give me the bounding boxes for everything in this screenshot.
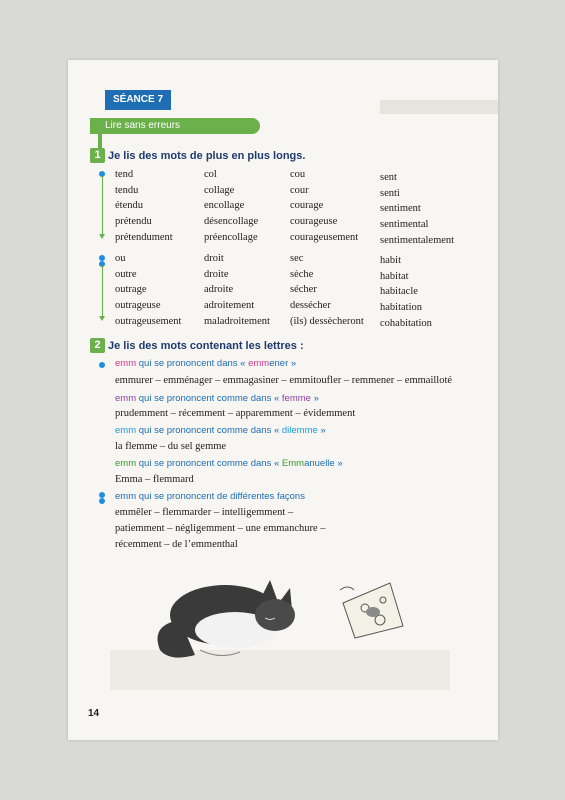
bleed-through-block — [380, 100, 498, 114]
exercise-2-title: Je lis des mots contenant les lettres : — [108, 340, 304, 352]
word-column: sent senti sentiment sentimental sentimentalement — [380, 172, 455, 246]
rule-label: emm qui se prononcent dans « emmener » — [115, 358, 297, 369]
page-number: 14 — [88, 708, 100, 719]
arrow-down-icon — [99, 316, 105, 321]
word-column: sec sèche sécher dessécher (ils) dessècheront — [290, 253, 364, 327]
arrow-down-icon — [99, 234, 105, 239]
exercise-number-2: 2 — [90, 338, 105, 353]
word-line: récemment – de l’emmenthal — [115, 539, 238, 550]
word-line: prudemment – récemment – apparemment – évidemment — [115, 408, 356, 419]
rule-label: emm qui se prononcent comme dans « Emmanuelle » — [115, 458, 343, 469]
word-line: emmêler – flemmarder – intelligemment – — [115, 507, 294, 518]
seance-tab: SÉANCE 7 — [105, 90, 171, 110]
cheese-mouse-illustration — [335, 578, 410, 640]
word-column: col collage encollage désencollage préencollage — [204, 169, 259, 243]
word-column: habit habitat habitacle habitation cohabitation — [380, 255, 432, 329]
word-line: emmurer – emménager – emmagasiner – emmitoufler – remmener – emmailloté — [115, 375, 453, 386]
exercise-1-title: Je lis des mots de plus en plus longs. — [108, 150, 306, 162]
word-column: tend tendu étendu prétendu prétendument — [115, 169, 173, 243]
word-line: la flemme – du sel gemme — [115, 441, 227, 452]
word-column: ou outre outrage outrageuse outrageusement — [115, 253, 182, 327]
sleeping-cat-illustration — [140, 570, 300, 665]
rule-label: emm qui se prononcent comme dans « femme » — [115, 393, 319, 404]
bullet-dot — [99, 498, 105, 504]
exercise-number-1: 1 — [90, 148, 105, 163]
rule-label: emm qui se prononcent de différentes façons — [115, 491, 305, 502]
word-line: patiemment – négligemment – une emmanchure – — [115, 523, 326, 534]
progress-arrow — [102, 265, 103, 317]
rule-label: emm qui se prononcent comme dans « dilemme » — [115, 425, 326, 436]
section-banner: Lire sans erreurs — [90, 118, 260, 134]
progress-arrow — [102, 176, 103, 236]
word-column: droit droite adroite adroitement maladroitement — [204, 253, 270, 327]
word-line: Emma – flemmard — [115, 474, 194, 485]
bullet-dot — [99, 362, 105, 368]
word-column: cou cour courage courageuse courageusement — [290, 169, 359, 243]
